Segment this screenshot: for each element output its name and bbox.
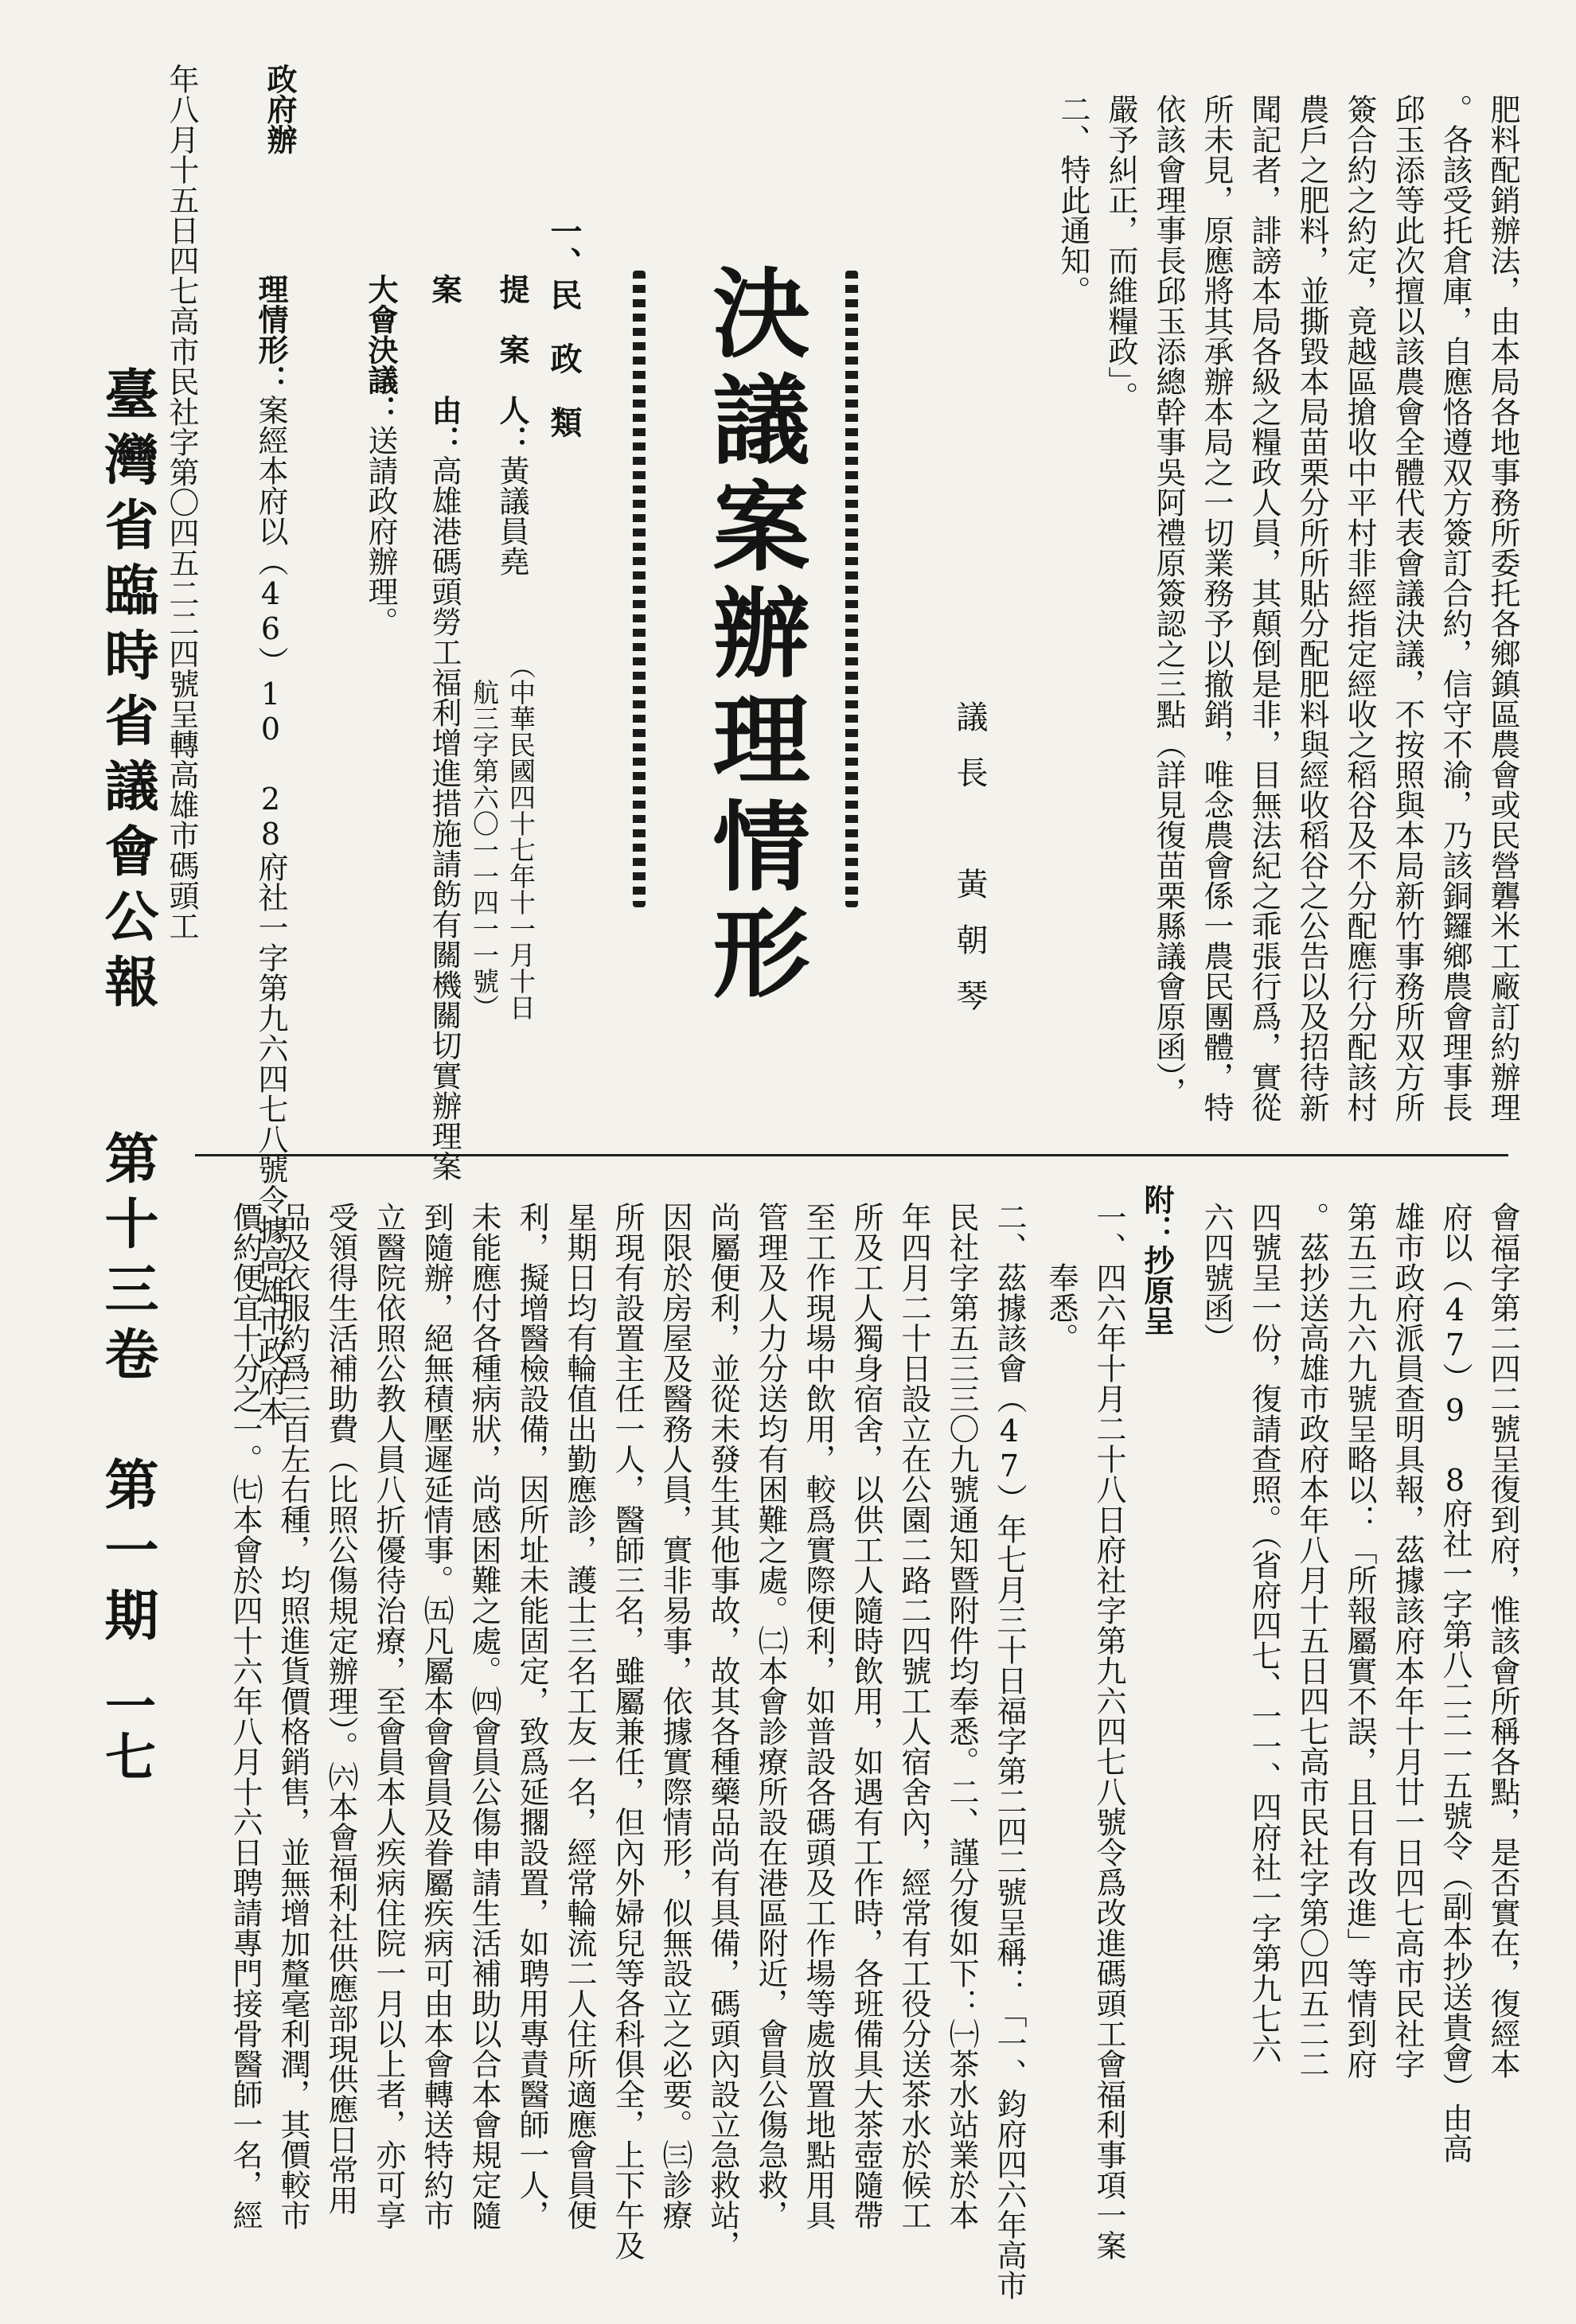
title-border-right <box>845 271 858 907</box>
resolution-label: 大會決議： <box>363 274 399 425</box>
text-column: 年四月二十日設立在公園二路二四號工人宿舍內，經常有工役分送茶水於候工 <box>896 1202 931 2230</box>
text-column: 管理及人力分送均有困難之處。㈡本會診療所設在港區附近，會員公傷急救， <box>753 1202 788 2230</box>
text-column: 未能應付各種病狀，尚感困難之處。㈣會員公傷申請生活補助以合本會規定隨 <box>466 1202 501 2230</box>
text-column: 星期日均有輪值出勤應診，護士三名工友一名，經常輪流二人住所適應會員便 <box>562 1202 597 2230</box>
text-column: 農戶之肥料，並撕毀本局苗栗分所所貼分配肥料與經收稻谷之公告以及招待新 <box>1294 94 1329 1122</box>
text-column: 二、茲據該會（47）年七月三十日福字第二四二號呈稱：「一、鈞府四六年高市 <box>992 1202 1027 2300</box>
text-column: 到隨辦，絕無積壓遲延情事。㈤凡屬本會會員及眷屬疾病可由本會轉送特約市 <box>419 1202 454 2230</box>
proposer-label: 提 案 人： <box>494 274 530 455</box>
text-column: 。各該受托倉庫，自應恪遵双方簽訂合約，信守不渝，乃該銅鑼鄉農會理事長 <box>1438 94 1473 1122</box>
journal-title: 臺灣省臨時省議會公報 <box>96 366 159 1019</box>
text-column: 會福字第二四二號呈復到府，惟該會所稱各點，是否實在，復經本 <box>1485 1202 1520 2079</box>
text-column: 因限於房屋及醫務人員，實非易事，依據實際情形，似無設立之必要。㈢診療 <box>657 1202 692 2230</box>
resolution-row <box>318 64 443 637</box>
text-column: 奉悉。 <box>1044 1202 1079 1353</box>
text-column: 聞記者，誹謗本局各級之糧政人員，其顛倒是非，目無法紀之乖張行爲，實從 <box>1246 94 1281 1122</box>
text-column: 肥料配銷辦法，由本局各地事務所委托各鄉鎮區農會或民營礱米工廠訂約辦理 <box>1485 94 1520 1122</box>
text-column: 簽合約之約定，竟越區搶收中平村非經指定經收之稻谷及不分配應行分配該村 <box>1342 94 1377 1122</box>
text-column: 。茲抄送高雄市政府本年八月十五日四七高市民社字第〇四五二二 <box>1294 1202 1329 2079</box>
text-column: 邱玉添等此次擅以該農會全體代表會議決議，不按照與本局新竹事務所双方所 <box>1390 94 1425 1122</box>
text-column: 至工作現場中飲用，較爲實際便利，如普設各碼頭及工作場等處放置地點用具 <box>801 1202 836 2230</box>
proposer-name: 黃議員堯 <box>494 455 529 576</box>
subject-text: 高雄港碼頭勞工福利增進措施請飭有關機關切實辦理案 <box>427 455 462 1181</box>
volume-issue: 第十三卷 第一期 <box>96 1130 159 1652</box>
text-column: 民社字第五三三〇九號通知暨附件均奉悉。二、謹分復如下：㈠茶水站業於本 <box>944 1202 979 2230</box>
text-column: 所未見，原應將其承辦本局之一切業務予以撤銷，唯念農會係一農民團體，特 <box>1199 94 1234 1122</box>
text-column: 嚴予糾正，而維糧政」。 <box>1103 94 1138 411</box>
text-column: 一、四六年十月二十八日府社字第九六四七八號令爲改進碼頭工會福利事項一案 <box>1091 1202 1126 2260</box>
page-number: 一七 <box>96 1679 156 1781</box>
text-column: 所現有設置主任一人，醫師三名，雖屬兼任，但內外婦兒等各科俱全，上下午及 <box>610 1202 645 2260</box>
main-title: 決議案辦理情形 <box>696 263 811 1009</box>
text-column: 所及工人獨身宿舍，以供工人隨時飲用，如遇有工作時，各班備具大茶壺隨帶 <box>848 1202 884 2230</box>
text-column: 立醫院依照公教人員八折優待治療，至會員本人疾病住院一月以上者，亦可享 <box>371 1202 406 2230</box>
resolution-text: 送請政府辦理。 <box>363 425 398 637</box>
text-column: 府以（47）9 8府社一字第八二二一五號令（副本抄送貴會）由高 <box>1438 1202 1473 2163</box>
handling-label-1: 政府辦 <box>262 64 298 154</box>
date-reference: （中華民國四十七年十一月十日 航三字第六〇一一四一一號） <box>469 653 536 1020</box>
text-column: 六四號函） <box>1199 1202 1234 1353</box>
text-column: 利，擬增醫檢設備，因所址未能固定，致爲延擱設置，如聘用專責醫師一人， <box>514 1202 549 2230</box>
text-column: 四號呈一份，復請查照。（省府四七、一一、四府社一字第九七六 <box>1246 1202 1281 2064</box>
text-column: 品及衣服約爲三百左右種，均照進貨價格銷售，並無增加釐毫利潤，其價較市 <box>275 1202 310 2230</box>
title-border-left <box>633 271 646 907</box>
speaker-signature: 議長 黃朝琴 <box>951 700 988 1035</box>
section-label: 一、民 政 類 <box>545 215 583 438</box>
handling-label-2: 理情形： <box>253 274 289 395</box>
attachment-heading: 附：抄原呈 <box>1139 1184 1175 1336</box>
handling-text-1: 案經本府以（46）10 28府社一字第九六四七八號令據高雄市政府本 <box>253 395 288 1426</box>
handling-text-2: 年八月十五日四七高市民社字第〇四五二二四號呈轉高雄市碼頭工 <box>164 64 199 941</box>
text-column: 第五三九六九號呈略以：「所報屬實不誤，且日有改進」等情到府 <box>1342 1202 1377 2079</box>
text-column: 雄市政府派員查明具報，茲據該府本年十月廿一日四七高市民社字 <box>1390 1202 1425 2079</box>
text-column: 受領得生活補助費（比照公傷規定辦理）。㈥本會福利社供應部現供應日常用 <box>323 1202 358 2215</box>
text-column: 二、特此通知。 <box>1055 94 1090 306</box>
text-column: 依該會理事長邱玉添總幹事吳阿禮原簽認之三點（詳見復苗栗縣議會原函）， <box>1151 94 1186 1107</box>
text-column: 尚屬便利，並從未發生其他事故，故其各種藥品尚有具備，碼頭內設立急救站， <box>705 1202 740 2260</box>
text-column: 價約便宜十分之一。㈦本會於四十六年八月十六日聘請專門接骨醫師一名，經 <box>228 1202 263 2230</box>
subject-label: 案 由： <box>427 274 462 455</box>
